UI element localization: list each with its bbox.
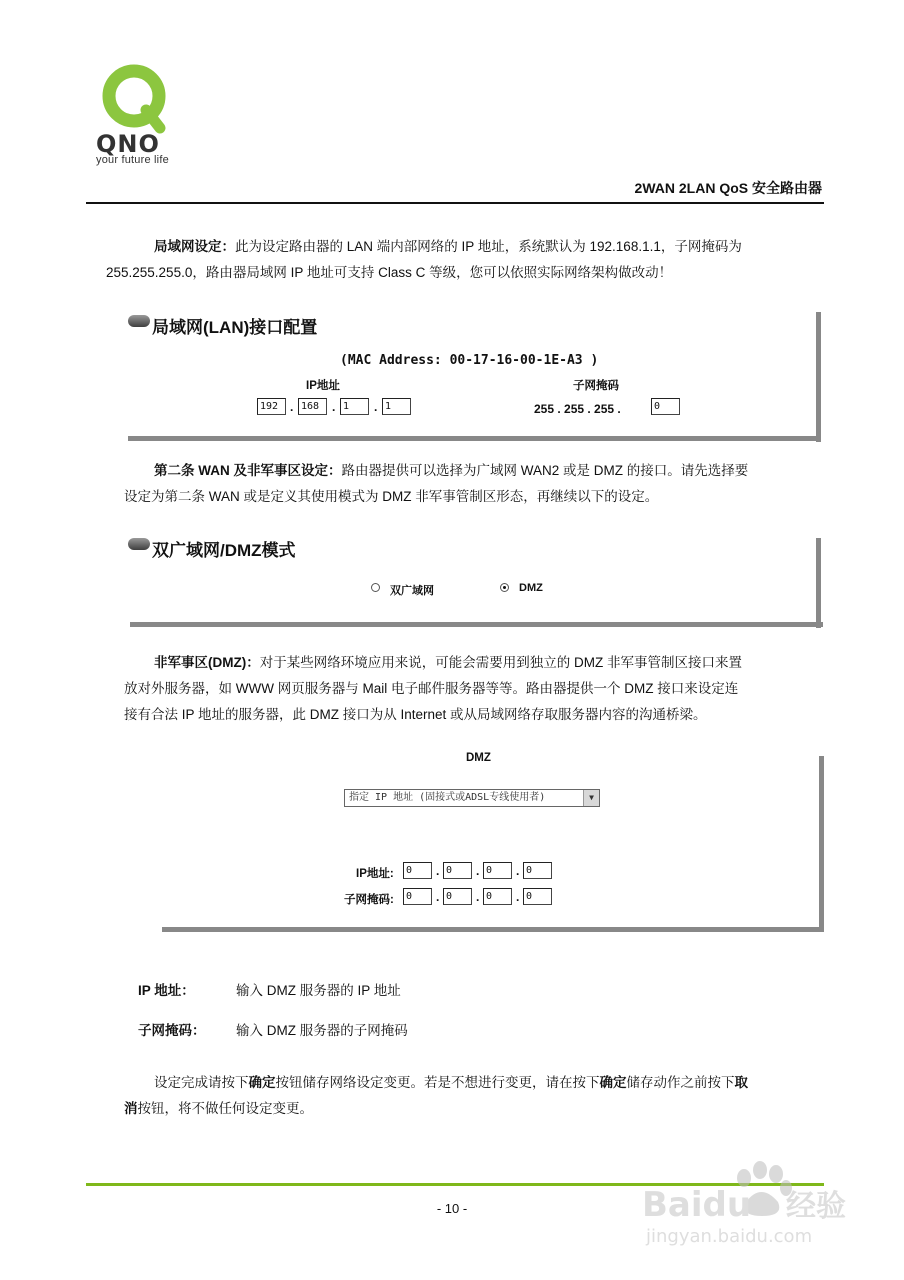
dmz-lead: 非军事区(DMZ)： bbox=[154, 655, 260, 670]
tagline: your future life bbox=[96, 154, 169, 166]
closing-text: 按钮，将不做任何设定变更。 bbox=[137, 1101, 313, 1116]
intro-lead: 局域网设定： bbox=[154, 239, 235, 254]
lan-mask-label: 子网掩码 bbox=[573, 380, 619, 392]
lan-mask-fixed: 255 . 255 . 255 . bbox=[534, 402, 621, 416]
dmz-mask-octet-2[interactable]: 0 bbox=[443, 888, 472, 905]
ip-dot: . bbox=[516, 890, 520, 904]
lan-ip-octet-4[interactable]: 1 bbox=[382, 398, 411, 415]
section-bullet-icon bbox=[128, 538, 150, 550]
lan-ip-octet-3[interactable]: 1 bbox=[340, 398, 369, 415]
header-divider bbox=[86, 202, 824, 204]
definition-term: IP 地址： bbox=[138, 983, 195, 998]
mac-address: (MAC Address: 00-17-16-00-1E-A3 ) bbox=[340, 353, 599, 368]
ip-dot: . bbox=[476, 864, 480, 878]
dmz-mask-octet-1[interactable]: 0 bbox=[403, 888, 432, 905]
closing-text: 设定完成请按下 bbox=[154, 1075, 249, 1090]
dmz-ip-label: IP地址: bbox=[356, 868, 394, 880]
dmz-ip-octet-2[interactable]: 0 bbox=[443, 862, 472, 879]
logo-wordmark: QNO bbox=[96, 130, 160, 158]
dmz-ip-octet-4[interactable]: 0 bbox=[523, 862, 552, 879]
wan2-line2: 设定为第二条 WAN 或是定义其使用模式为 DMZ 非军事管制区形态，再继续以下的设定。 bbox=[124, 489, 659, 504]
mode-panel-border-right bbox=[816, 538, 821, 628]
dmz-mode-select-value: 指定 IP 地址 (固接式或ADSL专线使用者) bbox=[349, 792, 546, 803]
closing-text: 储存动作之前按下 bbox=[626, 1075, 735, 1090]
mode-panel-border-bottom bbox=[130, 622, 823, 627]
watermark-url: jingyan.baidu.com bbox=[646, 1226, 813, 1247]
lan-ip-octet-2[interactable]: 168 bbox=[298, 398, 327, 415]
radio-dual-wan[interactable] bbox=[371, 583, 380, 592]
ip-dot: . bbox=[436, 890, 440, 904]
lan-ip-label: IP地址 bbox=[306, 380, 340, 392]
definition-desc: 输入 DMZ 服务器的 IP 地址 bbox=[236, 983, 401, 998]
wan2-paragraph bbox=[124, 458, 824, 510]
dmz-ip-octet-3[interactable]: 0 bbox=[483, 862, 512, 879]
dmz-line3: 接有合法 IP 地址的服务器，此 DMZ 接口为从 Internet 或从局域网络存取服务器内容的沟通桥梁。 bbox=[124, 707, 707, 722]
dmz-mask-octet-3[interactable]: 0 bbox=[483, 888, 512, 905]
ip-dot: . bbox=[290, 400, 294, 414]
dmz-mask-octet-4[interactable]: 0 bbox=[523, 888, 552, 905]
dmz-mask-label: 子网掩码: bbox=[344, 894, 394, 906]
ip-dot: . bbox=[516, 864, 520, 878]
chevron-down-icon[interactable]: ▼ bbox=[583, 790, 599, 806]
dmz-line2: 放对外服务器，如 WWW 网页服务器与 Mail 电子邮件服务器等等。路由器提供一个 DMZ 接口来设定连 bbox=[124, 681, 739, 696]
watermark-cn: 经验 bbox=[786, 1189, 846, 1224]
wan2-line1: 路由器提供可以选择为广域网 WAN2 或是 DMZ 的接口。请先选择要 bbox=[341, 463, 749, 478]
ip-dot: . bbox=[374, 400, 378, 414]
dmz-paragraph bbox=[124, 650, 824, 728]
definition-term: 子网掩码： bbox=[138, 1023, 206, 1038]
intro-paragraph bbox=[106, 234, 824, 286]
closing-cancel-term: 取 bbox=[734, 1075, 748, 1090]
dmz-panel-title: DMZ bbox=[466, 752, 491, 764]
radio-dmz-label: DMZ bbox=[519, 582, 543, 594]
page-number: - 10 - bbox=[436, 1201, 468, 1216]
closing-ok-term: 确定 bbox=[599, 1075, 627, 1090]
dmz-panel-border-bottom bbox=[162, 927, 824, 932]
intro-line2: 255.255.255.0，路由器局域网 IP 地址可支持 Class C 等级，您可以依照实际网络架构做改动！ bbox=[106, 265, 673, 280]
baidu-watermark bbox=[636, 1150, 856, 1250]
intro-line1: 此为设定路由器的 LAN 端内部网络的 IP 地址，系统默认为 192.168.1.1，子网掩码为 bbox=[235, 239, 742, 254]
radio-dual-wan-label: 双广域网 bbox=[390, 585, 434, 597]
ip-dot: . bbox=[476, 890, 480, 904]
definition-desc: 输入 DMZ 服务器的子网掩码 bbox=[236, 1023, 408, 1038]
radio-dmz[interactable] bbox=[500, 583, 509, 592]
watermark-brand: Baidu bbox=[642, 1185, 752, 1225]
wan2-lead: 第二条 WAN 及非军事区设定： bbox=[154, 463, 342, 478]
closing-cancel-term: 消 bbox=[124, 1101, 138, 1116]
section-bullet-icon bbox=[128, 315, 150, 327]
lan-mask-last-octet[interactable]: 0 bbox=[651, 398, 680, 415]
closing-paragraph bbox=[124, 1070, 824, 1122]
dmz-line1: 对于某些网络环境应用来说，可能会需要用到独立的 DMZ 非军事管制区接口来置 bbox=[259, 655, 742, 670]
dmz-ip-octet-1[interactable]: 0 bbox=[403, 862, 432, 879]
dmz-panel-border-right bbox=[819, 756, 824, 932]
lan-panel-title: 局域网(LAN)接口配置 bbox=[152, 318, 318, 337]
document-title: 2WAN 2LAN QoS 安全路由器 bbox=[634, 180, 822, 196]
lan-panel-border-bottom bbox=[128, 436, 821, 441]
ip-dot: . bbox=[436, 864, 440, 878]
closing-text: 按钮储存网络设定变更。若是不想进行变更，请在按下 bbox=[275, 1075, 600, 1090]
mode-panel-title: 双广域网/DMZ模式 bbox=[152, 541, 296, 560]
ip-dot: . bbox=[332, 400, 336, 414]
dmz-mode-select[interactable] bbox=[344, 789, 600, 807]
closing-ok-term: 确定 bbox=[248, 1075, 276, 1090]
lan-ip-octet-1[interactable]: 192 bbox=[257, 398, 286, 415]
lan-panel-border-right bbox=[816, 312, 821, 442]
